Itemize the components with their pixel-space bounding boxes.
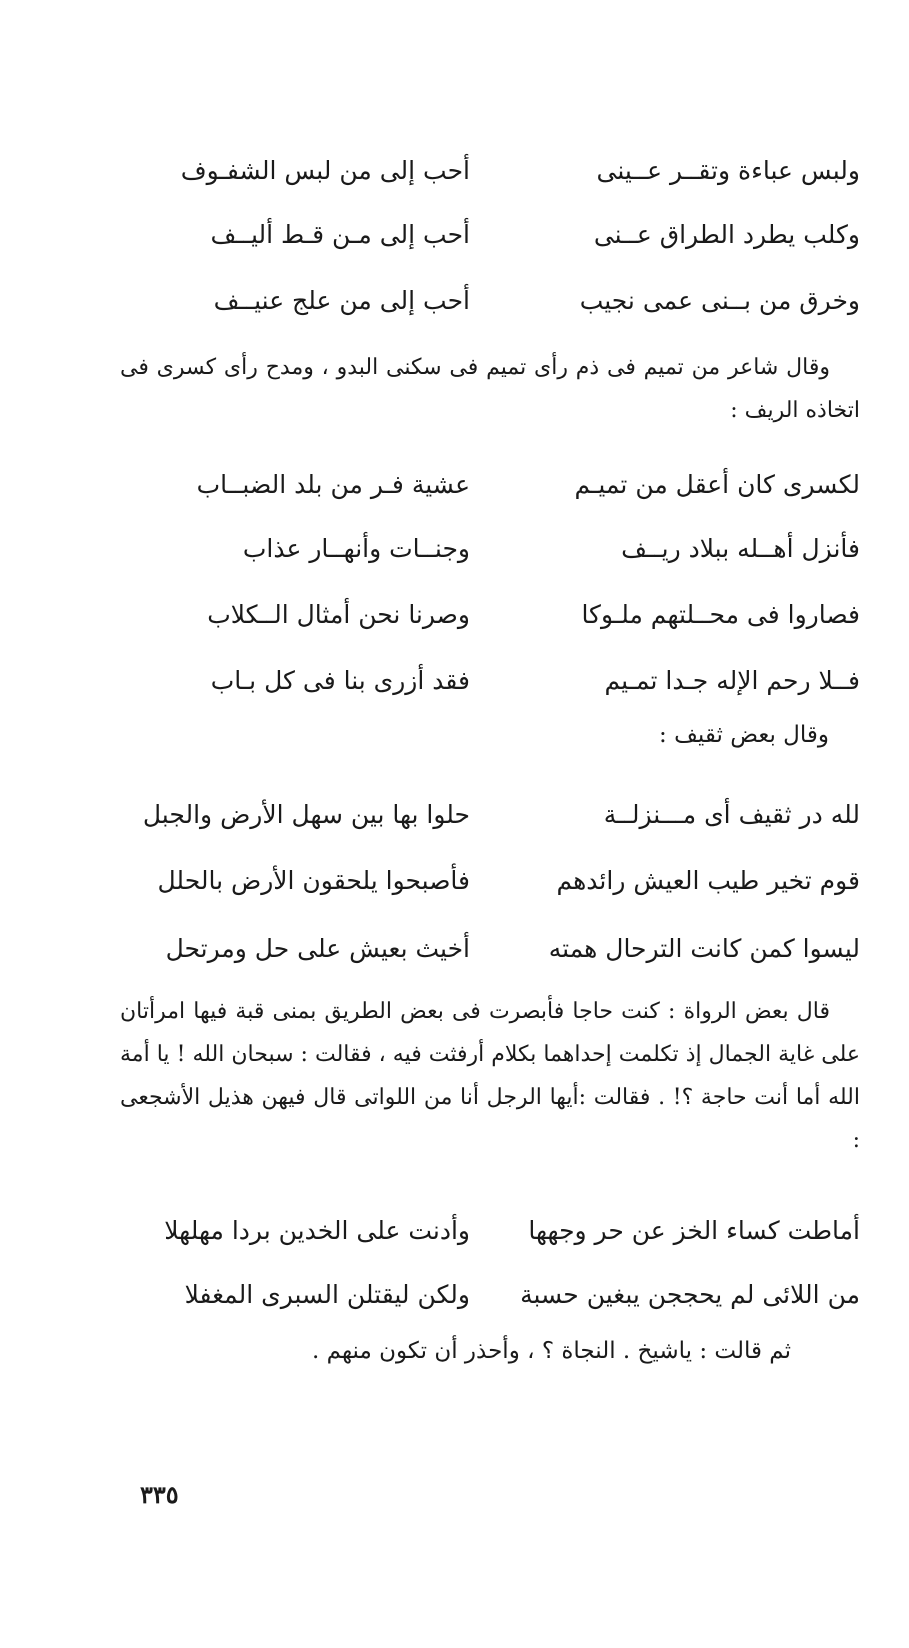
verse-first-hemistich: من اللائى لم يحججن يبغين حسبة bbox=[520, 1280, 860, 1309]
verse-first-hemistich: ليسوا كمن كانت الترحال همته bbox=[548, 934, 860, 963]
verse-second-hemistich: حلوا بها بين سهل الأرض والجبل bbox=[142, 800, 470, 829]
verse-first-hemistich: لله در ثقيف أى مـــنزلــة bbox=[603, 800, 860, 829]
verse-line bbox=[120, 460, 860, 510]
intro-line: وقال بعض ثقيف : bbox=[659, 722, 829, 748]
verse-line bbox=[120, 524, 860, 574]
verse-line bbox=[120, 1270, 860, 1320]
verse-line bbox=[120, 656, 860, 706]
verse-first-hemistich: فــلا رحم الإله جـدا تمـيم bbox=[604, 666, 860, 695]
verse-line bbox=[120, 924, 860, 974]
verse-second-hemistich: ولكن ليقتلن السبرى المغفلا bbox=[184, 1280, 470, 1309]
verse-line bbox=[120, 590, 860, 640]
verse-second-hemistich: أحب إلى من علج عنيــف bbox=[213, 286, 470, 315]
verse-first-hemistich: وخرق من بــنى عمى نجيب bbox=[579, 286, 860, 315]
verse-line bbox=[120, 276, 860, 326]
verse-second-hemistich: وصرنا نحن أمثال الــكلاب bbox=[207, 600, 470, 629]
anecdote-paragraph: قال بعض الرواة : كنت حاجا فأبصرت فى بعض الطريق بمنى قبة فيها امرأتان على غاية الجمال إذ تكلمت إحداهما بكلام أرفثت فيه ، فقالت : سبحان الله ! يا أمة الله أما أنت حاجة ؟! . فقالت :أيها الرجل أنا من اللواتى قال فيهن هذيل الأشجعى : bbox=[120, 999, 860, 1153]
page-number: ٣٣٥ bbox=[140, 1480, 179, 1509]
verse-first-hemistich: لكسرى كان أعقل من تميـم bbox=[574, 470, 860, 499]
verse-second-hemistich: فأصبحوا يلحقون الأرض بالحلل bbox=[157, 866, 470, 895]
verse-first-hemistich: ولبس عباءة وتقــر عــينى bbox=[596, 156, 860, 185]
verse-line bbox=[120, 146, 860, 196]
verse-second-hemistich: أحب إلى من لبس الشفـوف bbox=[180, 156, 470, 185]
verse-first-hemistich: فصاروا فى محــلتهم ملـوكا bbox=[581, 600, 860, 629]
verse-first-hemistich: قوم تخير طيب العيش رائدهم bbox=[556, 866, 860, 895]
verse-second-hemistich: عشية فـر من بلد الضبــاب bbox=[196, 470, 470, 499]
verse-second-hemistich: أخيث بعيش على حل ومرتحل bbox=[165, 934, 470, 963]
verse-second-hemistich: وجنــات وأنهــار عذاب bbox=[242, 534, 470, 563]
verse-first-hemistich: فأنزل أهــله ببلاد ريــف bbox=[621, 534, 860, 563]
verse-line bbox=[120, 1206, 860, 1256]
closing-line: ثم قالت : ياشيخ . النجاة ؟ ، وأحذر أن تكون منهم . bbox=[312, 1338, 791, 1364]
verse-second-hemistich: أحب إلى مـن قـط أليــف bbox=[210, 220, 470, 249]
verse-first-hemistich: أماطت كساء الخز عن حر وجهها bbox=[528, 1216, 860, 1245]
verse-first-hemistich: وكلب يطرد الطراق عــنى bbox=[593, 220, 860, 249]
verse-line bbox=[120, 790, 860, 840]
intro-paragraph: وقال شاعر من تميم فى ذم رأى تميم فى سكنى البدو ، ومدح رأى كسرى فى اتخاذه الريف : bbox=[120, 355, 860, 423]
verse-line bbox=[120, 856, 860, 906]
verse-second-hemistich: فقد أزرى بنا فى كل بـاب bbox=[210, 666, 470, 695]
verse-line bbox=[120, 210, 860, 260]
verse-second-hemistich: وأدنت على الخدين بردا مهلهلا bbox=[164, 1216, 470, 1245]
